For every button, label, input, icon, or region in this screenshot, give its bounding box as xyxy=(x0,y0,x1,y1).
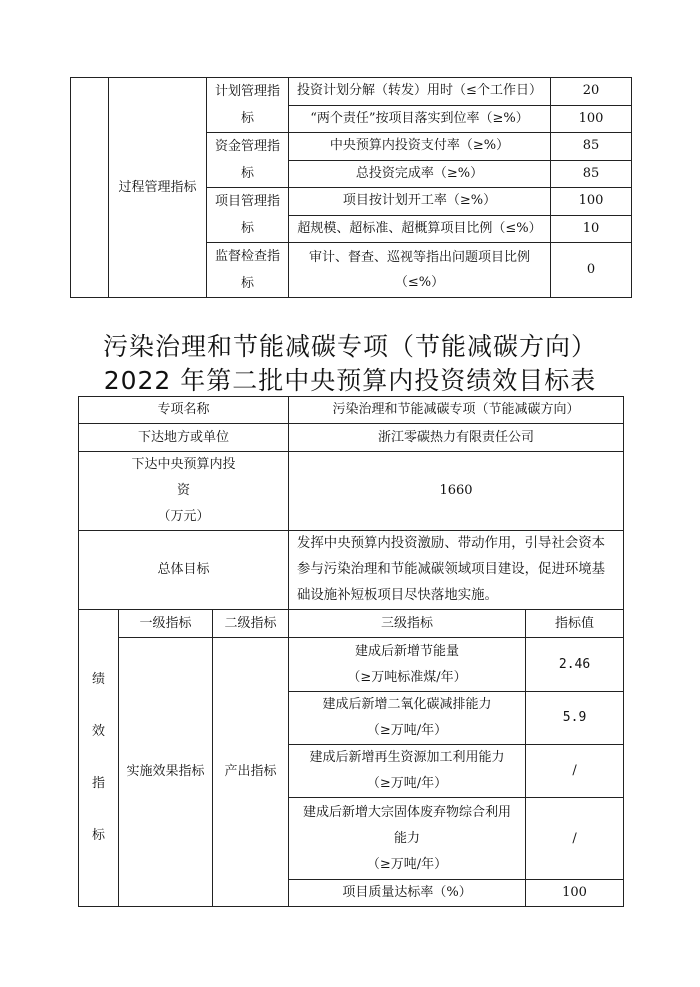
performance-target-table xyxy=(78,396,624,907)
group-label: 监督检查指标 xyxy=(207,243,289,298)
header-level3: 三级指标 xyxy=(289,610,526,638)
level2-indicator: 产出指标 xyxy=(213,638,289,907)
indicator-cell: 投资计划分解（转发）用时（≤个工作日） xyxy=(289,78,551,106)
category-cell: 过程管理指标 xyxy=(109,78,207,298)
investment-value: 1660 xyxy=(289,452,624,531)
indicator-value: / xyxy=(526,745,624,798)
group-label: 计划管理指标 xyxy=(207,78,289,133)
header-level2: 二级指标 xyxy=(213,610,289,638)
indicator-cell: 审计、督查、巡视等指出问题项目比例（≤%） xyxy=(289,243,551,298)
indicator-value: 5.9 xyxy=(526,692,624,745)
performance-side-label: 绩 效 指 标 xyxy=(79,610,119,907)
value-cell: 0 xyxy=(551,243,632,298)
unit-value: 浙江零碳热力有限责任公司 xyxy=(289,424,624,452)
project-name-label: 专项名称 xyxy=(79,397,289,424)
indicator-cell: 中央预算内投资支付率（≥%） xyxy=(289,133,551,161)
indicator-value: / xyxy=(526,798,624,880)
project-name-value: 污染治理和节能减碳专项（节能减碳方向） xyxy=(289,397,624,424)
value-cell: 20 xyxy=(551,78,632,106)
indicator-value: 2.46 xyxy=(526,638,624,692)
level3-indicator: 建成后新增节能量 （≥万吨标准煤/年） xyxy=(289,638,526,692)
page-title-line1: 污染治理和节能减碳专项（节能减碳方向） xyxy=(102,332,597,361)
investment-label: 下达中央预算内投 资 （万元） xyxy=(79,452,289,531)
value-cell: 100 xyxy=(551,105,632,133)
overall-goal-label: 总体目标 xyxy=(79,531,289,610)
indicator-cell: 超规模、超标准、超概算项目比例（≤%） xyxy=(289,215,551,243)
value-cell: 100 xyxy=(551,188,632,216)
header-level1: 一级指标 xyxy=(119,610,213,638)
value-cell: 85 xyxy=(551,133,632,161)
page-title-line2: 2022 年第二批中央预算内投资绩效目标表 xyxy=(103,366,597,395)
level1-indicator: 实施效果指标 xyxy=(119,638,213,907)
level3-indicator: 建成后新增大宗固体废弃物综合利用 能力 （≥万吨/年） xyxy=(289,798,526,880)
header-value: 指标值 xyxy=(526,610,624,638)
value-cell: 85 xyxy=(551,160,632,188)
unit-label: 下达地方或单位 xyxy=(79,424,289,452)
level3-indicator: 建成后新增二氧化碳减排能力 （≥万吨/年） xyxy=(289,692,526,745)
group-label: 资金管理指标 xyxy=(207,133,289,188)
level3-indicator: 项目质量达标率（%） xyxy=(289,880,526,907)
level3-indicator: 建成后新增再生资源加工利用能力 （≥万吨/年） xyxy=(289,745,526,798)
overall-goal-value: 发挥中央预算内投资激励、带动作用，引导社会资本参与污染治理和节能减碳领域项目建设，促进环境基础设施补短板项目尽快落地实施。 xyxy=(289,531,624,610)
indicator-cell: “两个责任”按项目落实到位率（≥%） xyxy=(289,105,551,133)
indicator-value: 100 xyxy=(526,880,624,907)
process-indicators-table xyxy=(70,77,632,298)
indicator-cell: 总投资完成率（≥%） xyxy=(289,160,551,188)
group-label: 项目管理指标 xyxy=(207,188,289,243)
indicator-cell: 项目按计划开工率（≥%） xyxy=(289,188,551,216)
value-cell: 10 xyxy=(551,215,632,243)
blank-cell xyxy=(71,78,109,298)
